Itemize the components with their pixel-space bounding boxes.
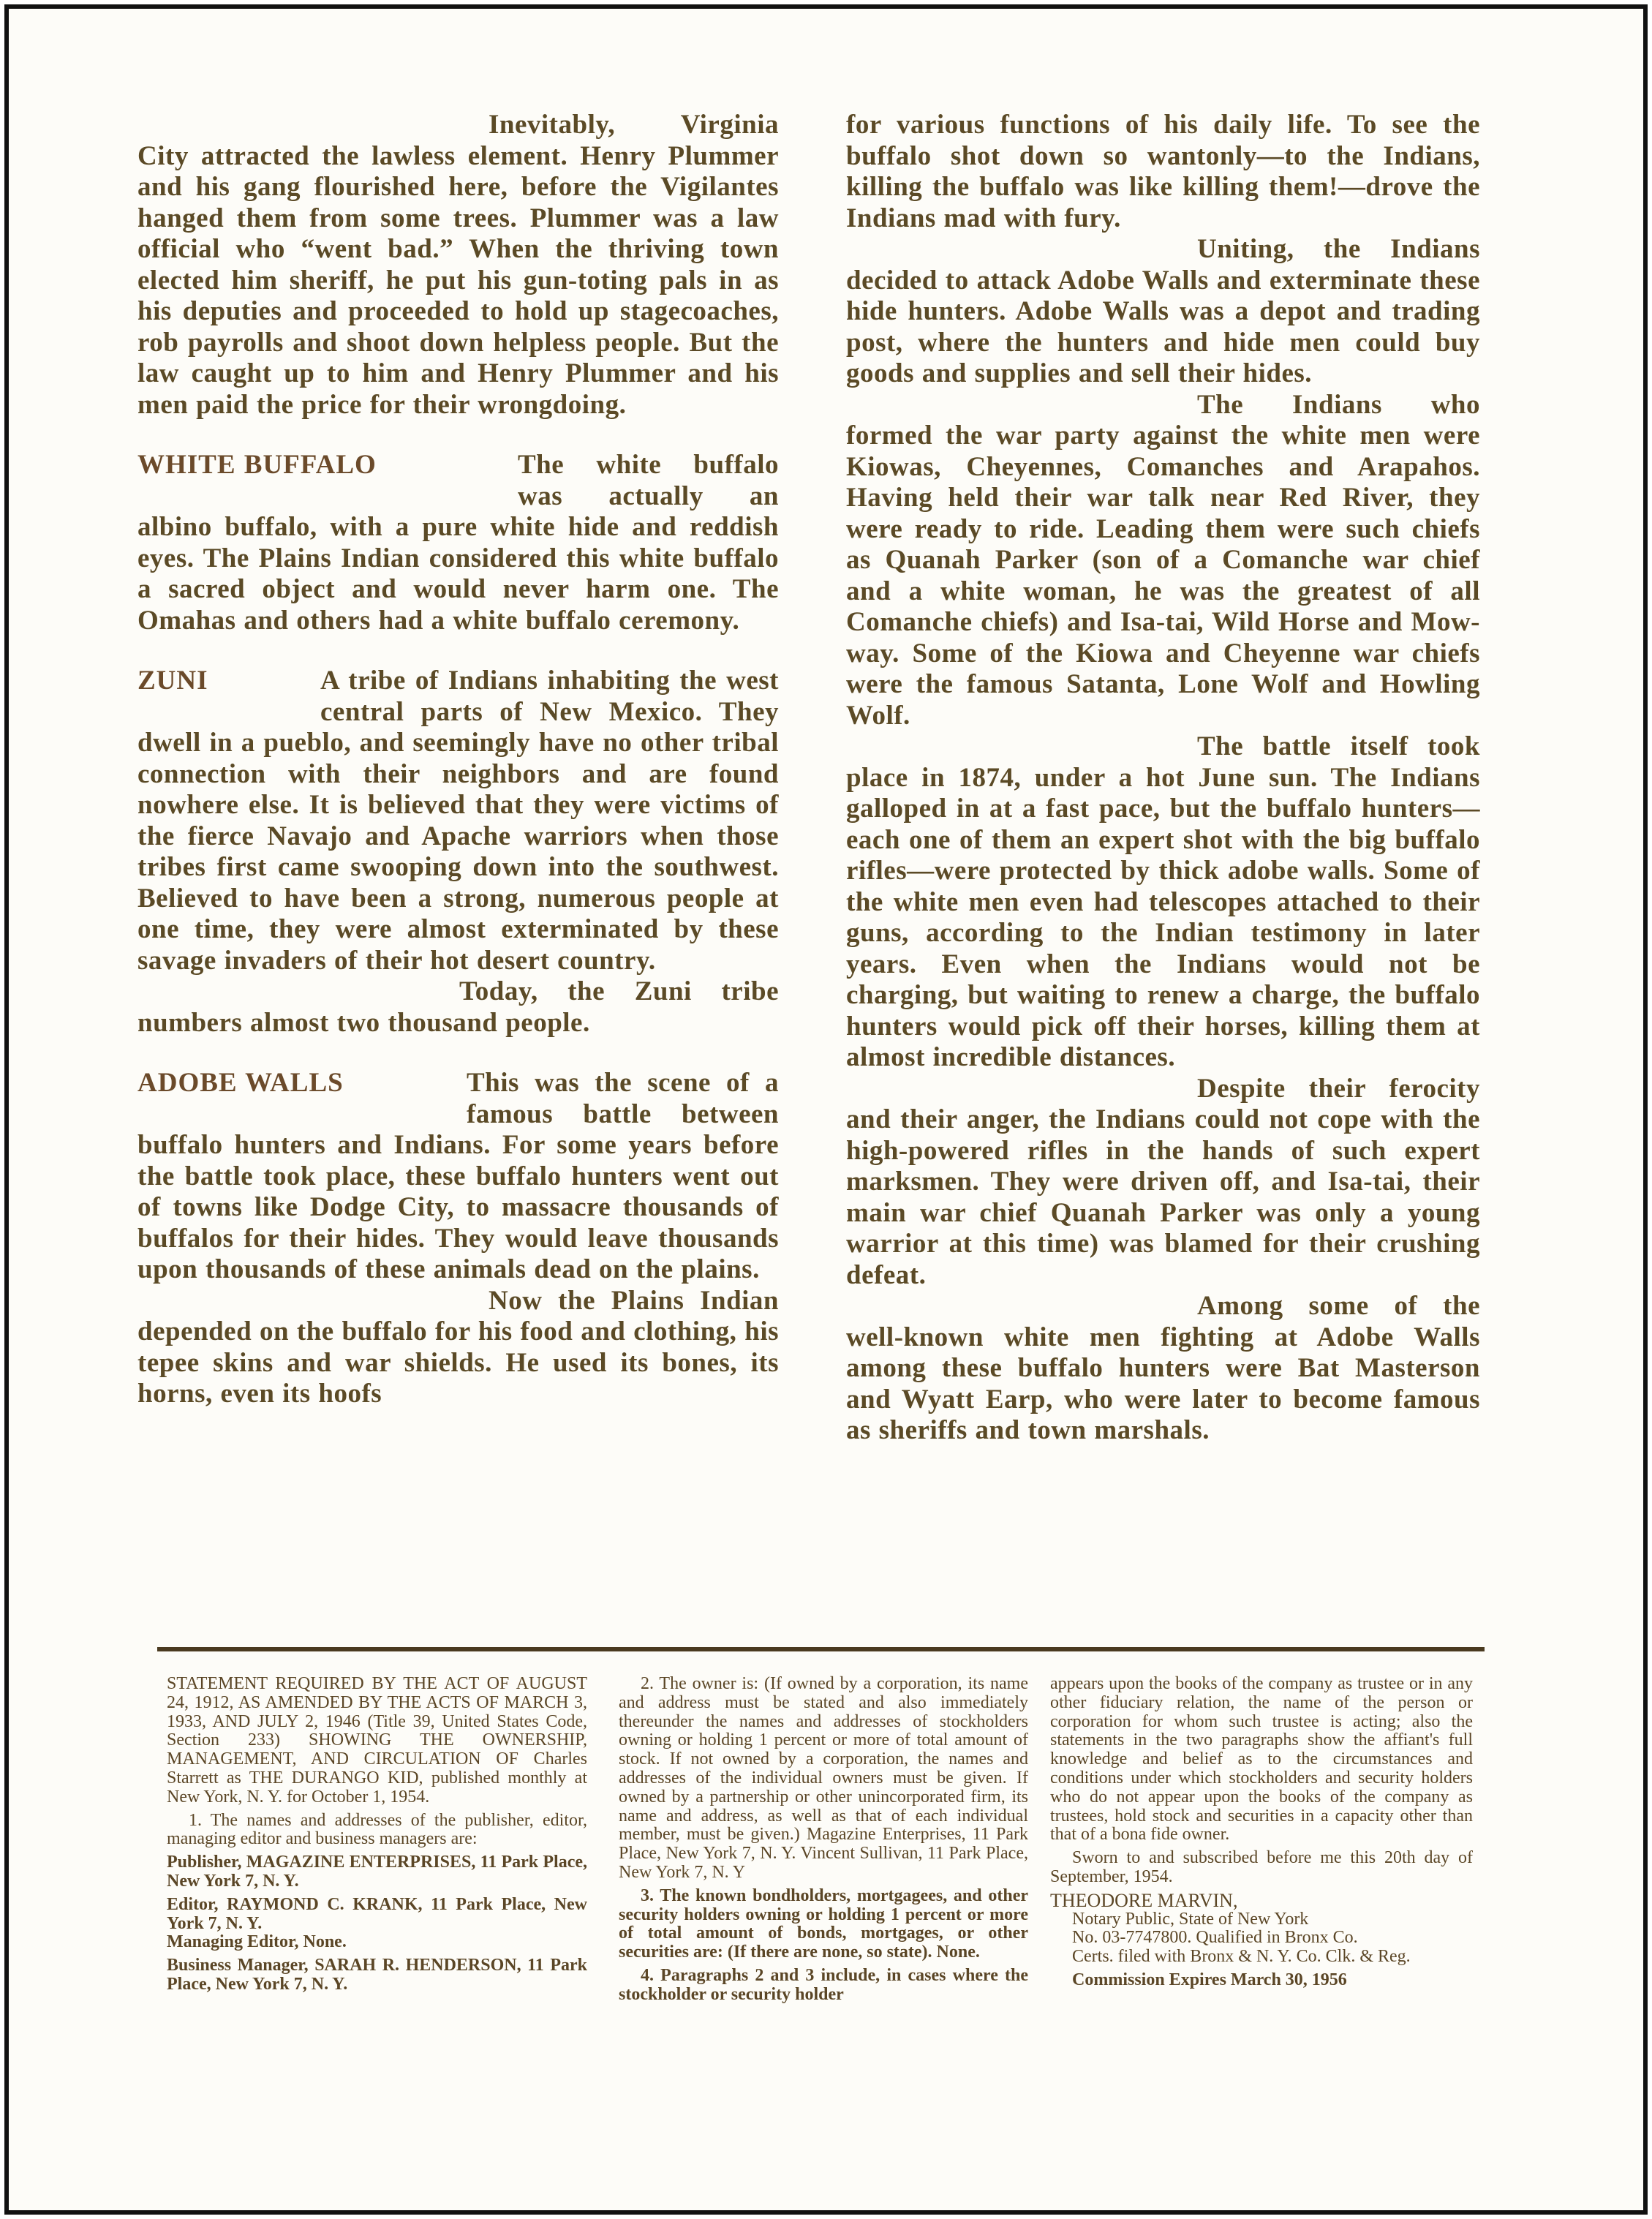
divider-rule	[157, 1647, 1485, 1651]
white-buffalo-heading: WHITE BUFFALO	[137, 450, 377, 480]
statement-item-4: 4. Paragraphs 2 and 3 include, in cases where the stockholder or security holder	[619, 1965, 1028, 2004]
statement-column-3	[1050, 1675, 1473, 1994]
zuni-text: A tribe of Indians inhabiting the west central parts of New Mexico. They dwell in a pueblo, and seemingly have no other tribal connection with their neighbors and are found nowhere else. It is believed that they were victims of the fierce Navajo and Apache warriors when those tribes first came swooping down into the southwest. Believed to have been a strong, numerous people at one time, they were almost exterminated by these savage invaders of their hot desert country.	[137, 666, 779, 976]
right-paragraph-2: Uniting, the Indians decided to attack Adobe Walls and exterminate these hide hunters. Adobe Walls was a depot and trading post, where the hunters and hide men could buy goods and supplies and sell their hides.	[846, 234, 1480, 388]
white-buffalo-entry	[137, 450, 779, 636]
notary-line-1: Notary Public, State of New York	[1072, 1909, 1309, 1929]
statement-column-2	[619, 1675, 1028, 2009]
statement-title: STATEMENT REQUIRED BY THE ACT OF AUGUST 24, 1912, AS AMENDED BY THE ACTS OF MARCH 3, 1933, AND JULY 2, 1946 (Title 39, United States Code, Section 233) SHOWING THE OWNERSHIP, MANAGEMENT, AND CIRCULATION OF Charles Starrett as THE DURANGO KID, published monthly at New York, N. Y. for October 1, 1954.	[167, 1674, 587, 1807]
notary-line-2: No. 03-7747800. Qualified in Bronx Co.	[1072, 1928, 1358, 1948]
adobe-walls-entry	[137, 1068, 779, 1410]
right-paragraph-5: Despite their ferocity and their anger, the Indians could not cope with the high-powered rifles in the hands of such expert marksmen. They were driven off, and Isa-tai, their main war chief Quanah Parker was only a young warrior at this time) was blamed for their crushing defeat.	[846, 1073, 1480, 1290]
sworn-statement: Sworn to and subscribed before me this 20th day of September, 1954.	[1050, 1848, 1473, 1886]
zuni-entry	[137, 666, 779, 1039]
right-paragraph-4: The battle itself took place in 1874, under a hot June sun. The Indians galloped in at a fast pace, but the buffalo hunters—each one of them an expert shot with the big buffalo rifles—were protected by thick adobe walls. Some of the white men even had telescopes attached to their guns, according to the Indian testimony in later years. Even when the Indians would not be charging, but waiting to renew a charge, the buffalo hunters would pick off their horses, killing them at almost incredible distances.	[846, 731, 1480, 1072]
white-buffalo-text: The white buffalo was actually an albino buffalo, with a pure white hide and reddish eyes. The Plains Indian considered this white buffalo a sacred object and would never harm one. The Omahas and others had a white buffalo ceremony.	[137, 450, 779, 636]
zuni-text-2: Today, the Zuni tribe numbers almost two thousand people.	[137, 976, 779, 1038]
statement-item-1: 1. The names and addresses of the publisher, editor, managing editor and business managers are:	[167, 1810, 587, 1849]
statement-item-2: 2. The owner is: (If owned by a corporation, its name and address must be stated and also immediately thereunder the names and addresses of stockholders owning or holding 1 percent or more of total amount of stock. If not owned by a corporation, the names and addresses of the individual owners must be given. If owned by a partnership or other unincorporated firm, its name and address, as well as that of each individual member, must be given.) Magazine Enterprises, 11 Park Place, New York 7, N. Y. Vincent Sullivan, 11 Park Place, New York 7, N. Y	[619, 1674, 1028, 1882]
right-paragraph-1: for various functions of his daily life. To see the buffalo shot down so wantonly—to the Indians, killing the buffalo was like killing them!—drove the Indians mad with fury.	[846, 110, 1480, 233]
zuni-heading: ZUNI	[137, 666, 208, 696]
right-paragraph-3: The Indians who formed the war party against the white men were Kiowas, Cheyennes, Comanches and Arapahos. Having held their war talk near Red River, they were ready to ride. Leading them were such chiefs as Quanah Parker (son of a Comanche war chief and a white woman, he was the greatest of all Comanche chiefs) and Isa-tai, Wild Horse and Mow-way. Some of the Kiowa and Cheyenne war chiefs were the famous Satanta, Lone Wolf and Howling Wolf.	[846, 389, 1480, 731]
publisher-line: Publisher, MAGAZINE ENTERPRISES, 11 Park Place, New York 7, N. Y.	[167, 1853, 587, 1891]
managing-editor-line: Managing Editor, None.	[167, 1932, 347, 1952]
left-column	[137, 110, 779, 1410]
business-manager-line: Business Manager, SARAH R. HENDERSON, 11 Park Place, New York 7, N. Y.	[167, 1956, 587, 1994]
right-paragraph-6: Among some of the well-known white men fighting at Adobe Walls among these buffalo hunters were Bat Masterson and Wyatt Earp, who were later to become famous as sheriffs and town marshals.	[846, 1291, 1480, 1445]
notary-name: THEODORE MARVIN,	[1050, 1889, 1238, 1911]
commission-expiry: Commission Expires March 30, 1956	[1072, 1970, 1347, 1989]
statement-column-1	[167, 1675, 587, 1999]
editor-line: Editor, RAYMOND C. KRANK, 11 Park Place, New York 7, N. Y.	[167, 1894, 587, 1933]
statement-item-4-cont: appears upon the books of the company as trustee or in any other fiduciary relation, the name of the person or corporation for whom such trustee is acting; also the statements in the two paragraphs show the affiant's full knowledge and belief as to the circumstances and conditions under which stockholders and security holders who do not appear upon the books of the company as trustees, hold stock and securities in a capacity other than that of a bona fide owner.	[1050, 1674, 1473, 1845]
right-column	[846, 110, 1480, 1447]
adobe-walls-heading: ADOBE WALLS	[137, 1068, 344, 1098]
adobe-walls-text-2: Now the Plains Indian depended on the buffalo for his food and clothing, his tepee skins and war shields. He used its bones, its horns, even its hoofs	[137, 1285, 779, 1409]
adobe-walls-text: This was the scene of a famous battle between buffalo hunters and Indians. For some years before the battle took place, these buffalo hunters went out of towns like Dodge City, to massacre thousands of buffalos for their hides. They would leave thousands upon thousands of these animals dead on the plains.	[137, 1068, 779, 1284]
notary-line-3: Certs. filed with Bronx & N. Y. Co. Clk. & Reg.	[1072, 1947, 1411, 1967]
plummer-paragraph: Inevitably, Virginia City attracted the lawless element. Henry Plummer and his gang flourished here, before the Vigilantes hanged them from some trees. Plummer was a law official who “went bad.” When the thriving town elected him sheriff, he put his gun-toting pals in as his deputies and proceeded to hold up stagecoaches, rob payrolls and shoot down helpless people. But the law caught up to him and Henry Plummer and his men paid the price for their wrongdoing.	[137, 110, 779, 420]
statement-item-3: 3. The known bondholders, mortgagees, and other security holders owning or holding 1 percent or more of total amount of bonds, mortgages, or other securities are: (If there are none, so state). None.	[619, 1885, 1028, 1962]
